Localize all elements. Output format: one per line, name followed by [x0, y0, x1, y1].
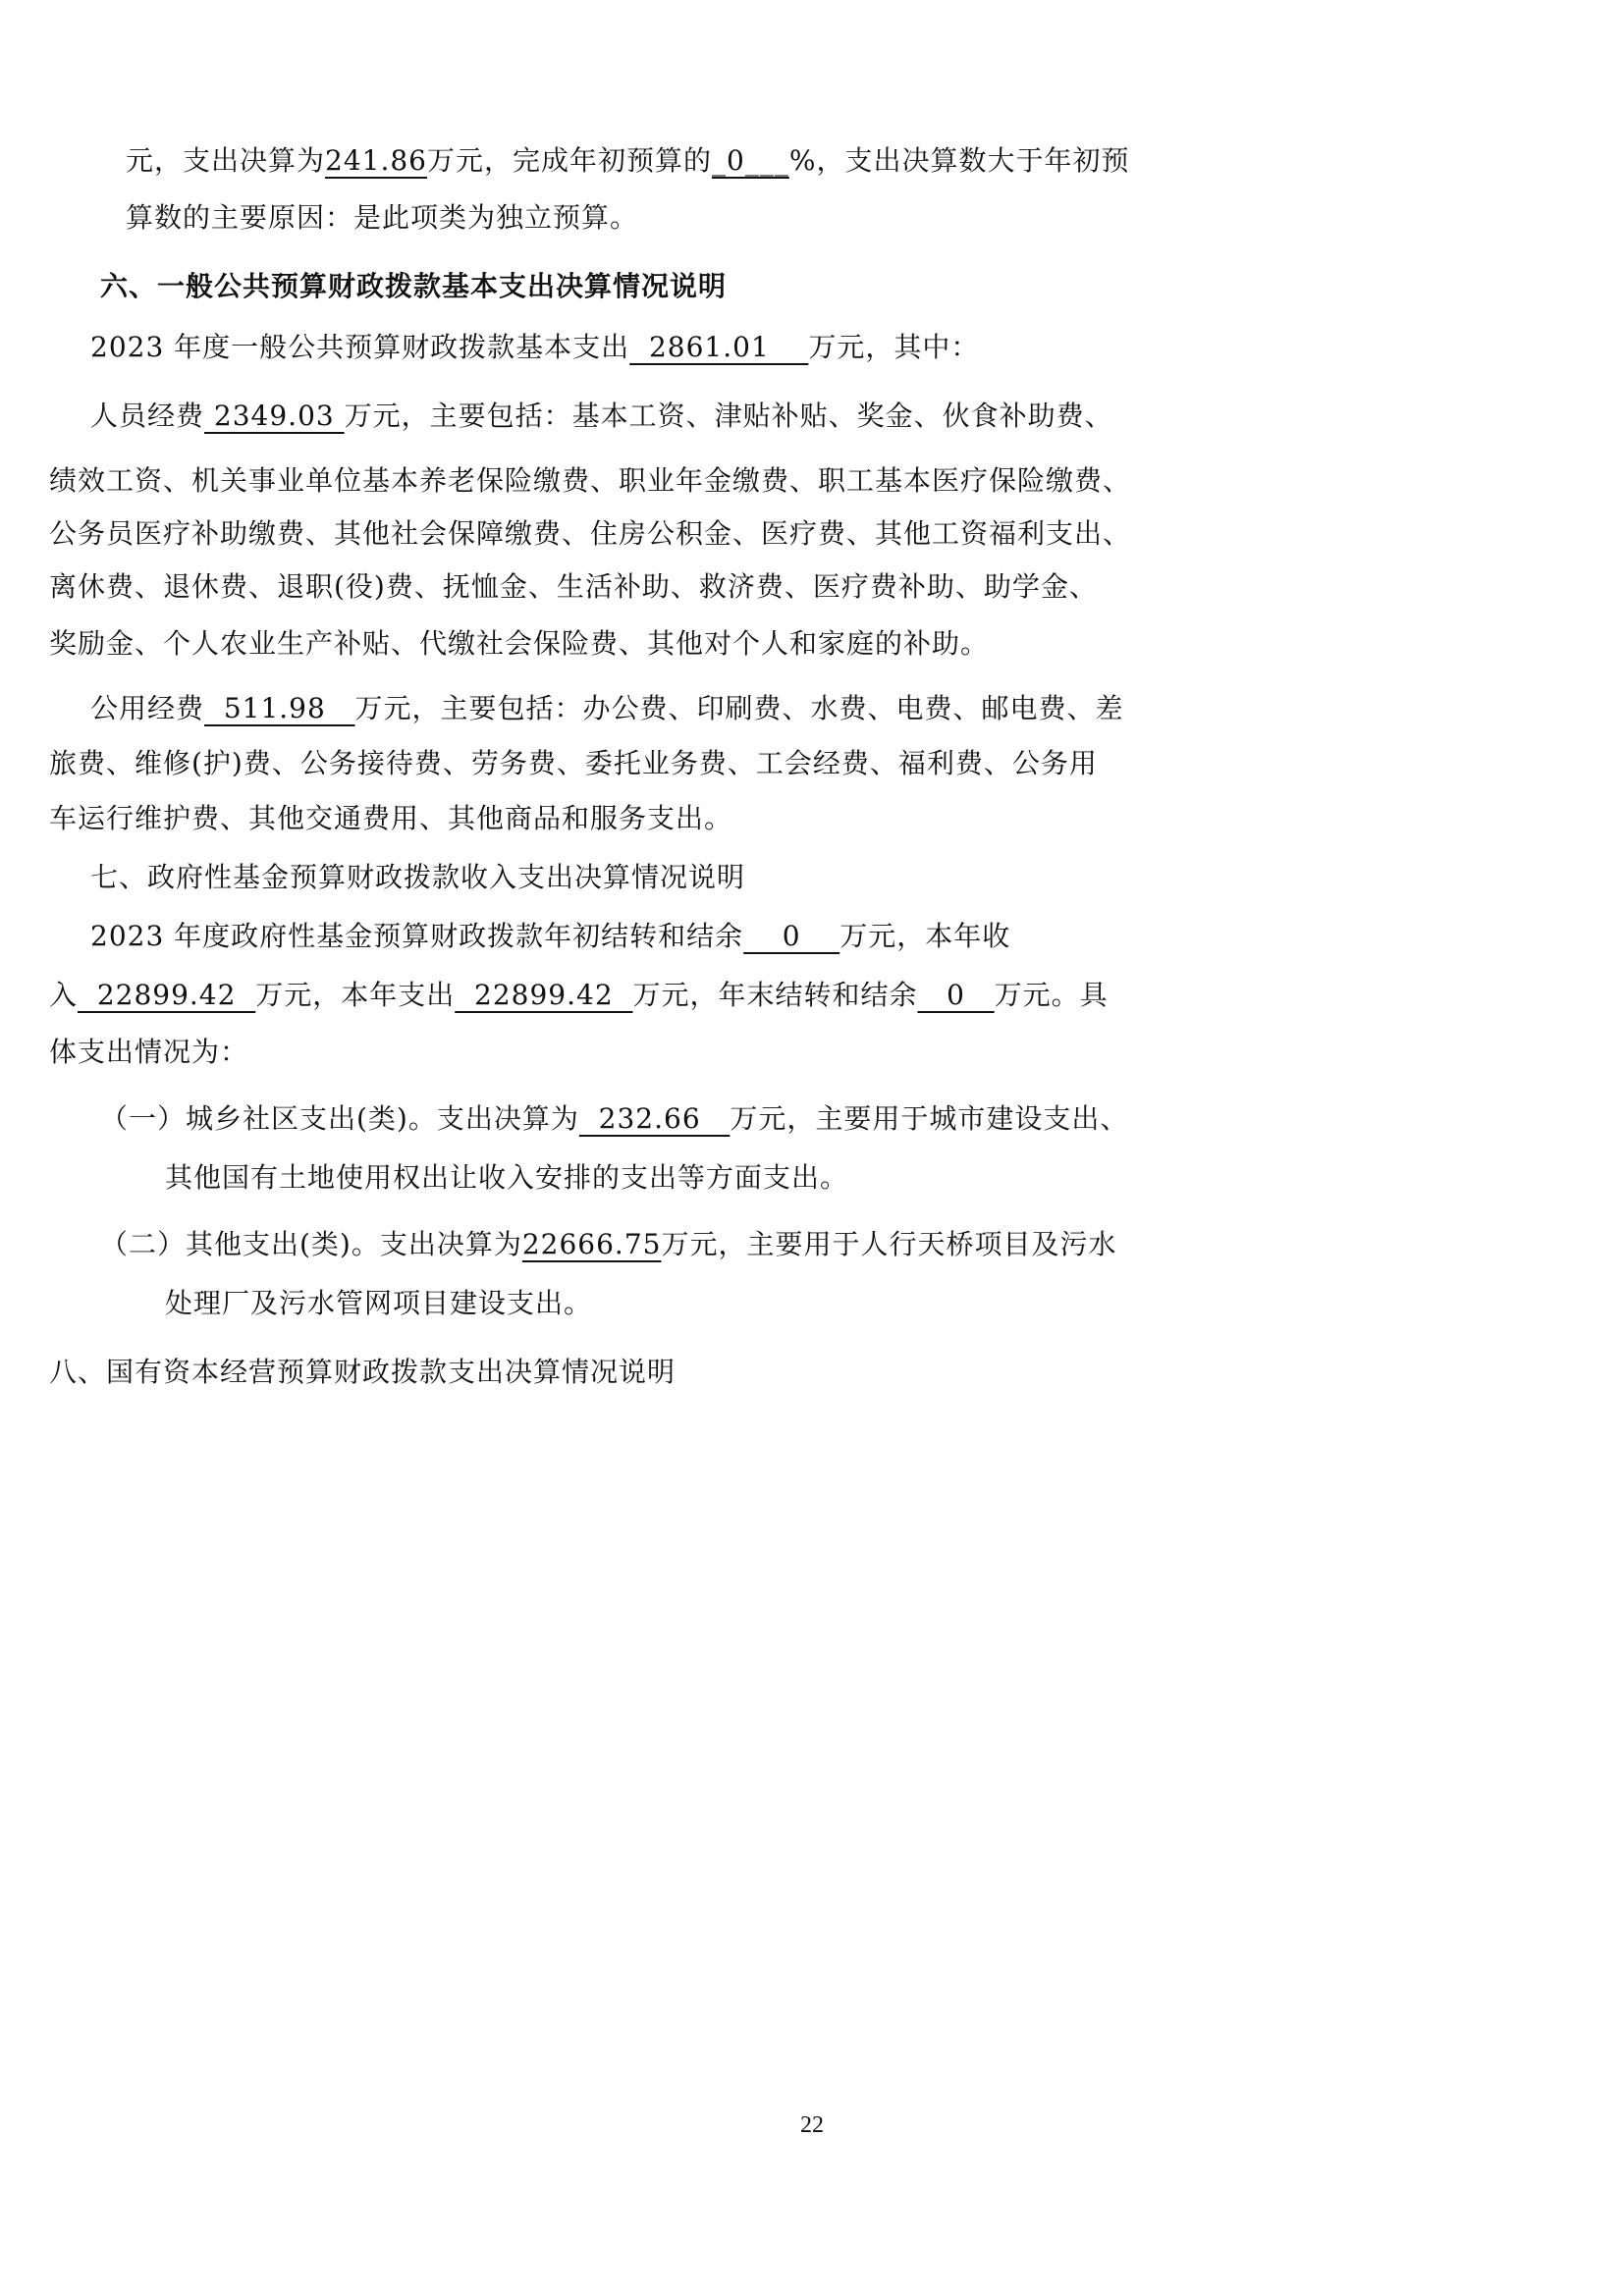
text-line: 2023 年度政府性基金预算财政拨款年初结转和结余 0 万元，本年收 [90, 920, 1011, 952]
text-line: 奖励金、个人农业生产补贴、代缴社会保险费、其他对个人和家庭的补助。 [49, 627, 990, 660]
underlined-value: 0 [917, 979, 995, 1011]
underlined-value: 0 [743, 920, 840, 952]
page-number: 22 [800, 2112, 824, 2138]
text-line: 处理厂及污水管网项目建设支出。 [165, 1287, 593, 1319]
text-line: 人员经费 2349.03 万元，主要包括：基本工资、津贴补贴、奖金、伙食补助费、 [90, 400, 1113, 432]
text-line: 元，支出决算为241.86万元，完成年初预算的_0___%，支出决算数大于年初预 [126, 144, 1130, 177]
section-heading: 八、国有资本经营预算财政拨款支出决算情况说明 [49, 1356, 677, 1388]
section-heading: 六、一般公共预算财政拨款基本支出决算情况说明 [100, 270, 728, 302]
underlined-value: 241.86 [325, 144, 427, 177]
underlined-value: _0___ [712, 144, 789, 177]
underlined-value: 22666.75 [521, 1228, 662, 1260]
underlined-value: 2349.03 [204, 400, 345, 432]
text-line: 入 22899.42 万元，本年支出 22899.42 万元，年末结转和结余 0 万元。具 [49, 979, 1109, 1011]
text-line: 公用经费 511.98 万元，主要包括：办公费、印刷费、水费、电费、邮电费、差 [90, 692, 1124, 724]
list-item: （一）城乡社区支出(类)。支出决算为 232.66 万元，主要用于城市建设支出、 [100, 1102, 1129, 1135]
text-line: 体支出情况为： [49, 1036, 249, 1068]
text-line: 旅费、维修(护)费、公务接待费、劳务费、委托业务费、工会经费、福利费、公务用 [49, 747, 1098, 779]
underlined-value: 232.66 [578, 1102, 731, 1135]
text-line: 绩效工资、机关事业单位基本养老保险缴费、职业年金缴费、职工基本医疗保险缴费、 [49, 464, 1132, 497]
section-heading: 七、政府性基金预算财政拨款收入支出决算情况说明 [90, 861, 746, 893]
text-line: 公务员医疗补助缴费、其他社会保障缴费、住房公积金、医疗费、其他工资福利支出、 [49, 517, 1132, 550]
underlined-value: 22899.42 [78, 979, 256, 1011]
text-line: 其他国有土地使用权出让收入安排的支出等方面支出。 [165, 1161, 849, 1194]
list-item: （二）其他支出(类)。支出决算为22666.75万元，主要用于人行天桥项目及污水 [100, 1228, 1117, 1260]
text-line: 离休费、退休费、退职(役)费、抚恤金、生活补助、救济费、医疗费补助、助学金、 [49, 570, 1098, 603]
underlined-value: 2861.01 [629, 331, 809, 363]
underlined-value: 22899.42 [455, 979, 633, 1011]
text-line: 车运行维护费、其他交通费用、其他商品和服务支出。 [49, 802, 733, 834]
text-line: 算数的主要原因：是此项类为独立预算。 [126, 201, 639, 234]
text-line: 2023 年度一般公共预算财政拨款基本支出 2861.01 万元，其中： [90, 331, 980, 363]
underlined-value: 511.98 [204, 692, 355, 724]
